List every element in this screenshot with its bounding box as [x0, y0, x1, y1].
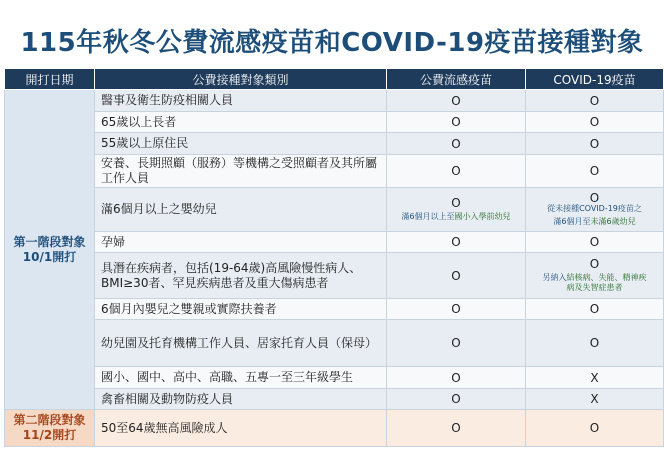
covid-note-b: 滿6個月至 [553, 217, 591, 226]
phase2-date: 11/2開打 [22, 428, 77, 442]
phase1-label: 第一階段對象 [13, 234, 86, 249]
flu-cell [387, 188, 526, 232]
covid-cell: O [526, 133, 664, 155]
category-line-b: BMI≥30者、罕見疾病患者及重大傷病患者 [101, 275, 329, 290]
table-row [5, 112, 664, 133]
category-cell: 6個月內嬰兒之雙親或實際扶養者 [95, 299, 387, 320]
covid-cell: O [526, 90, 664, 112]
page-title: 115年秋冬公費流感疫苗和COVID-19疫苗接種對象 [20, 28, 644, 58]
table-row [5, 155, 664, 188]
table-row [5, 320, 664, 367]
covid-cell [526, 188, 664, 232]
table-row [5, 90, 664, 112]
eligibility-table [4, 68, 664, 447]
category-line-a: 具潛在疾病者，包括(19-64歲)高風險慢性病人、 [101, 260, 362, 275]
category-cell: 醫事及衛生防疫相關人員 [95, 90, 387, 112]
flu-cell: O [387, 253, 526, 299]
category-cell: 國小、國中、高中、高職、五專一至三年級學生 [95, 367, 387, 389]
header-covid: COVID-19疫苗 [526, 69, 664, 90]
flu-cell: O [387, 155, 526, 188]
table-row [5, 232, 664, 253]
header-category: 公費接種對象類別 [95, 69, 387, 90]
category-cell [95, 253, 387, 299]
covid-cell: O [526, 232, 664, 253]
table-row [5, 367, 664, 389]
covid-note-b: 結核病、失能、精神疾 [566, 273, 647, 282]
flu-cell: O [387, 299, 526, 320]
category-cell: 安養、長期照顧（服務）等機構之受照顧者及其所屬工作人員 [95, 155, 387, 188]
covid-mark: O [589, 191, 600, 205]
table-row [5, 299, 664, 320]
covid-cell: X [526, 367, 664, 389]
category-cell: 禽畜相關及動物防疫人員 [95, 389, 387, 410]
phase2-cell [5, 410, 95, 447]
flu-cell: O [387, 112, 526, 133]
flu-cell: O [387, 389, 526, 410]
flu-cell: O [387, 320, 526, 367]
header-flu: 公費流感疫苗 [387, 69, 526, 90]
covid-note-c: 病及失智症患者 [566, 283, 623, 292]
header-date: 開打日期 [5, 69, 95, 90]
flu-mark: O [451, 196, 461, 210]
flu-note-b: 國小入學前幼兒 [454, 212, 511, 221]
table-row [5, 253, 664, 299]
category-cell: 孕婦 [95, 232, 387, 253]
covid-cell: O [526, 320, 664, 367]
category-cell: 65歲以上長者 [95, 112, 387, 133]
table-row [5, 410, 664, 447]
category-cell: 50至64歲無高風險成人 [95, 410, 387, 447]
flu-cell: O [387, 90, 526, 112]
flu-cell: O [387, 367, 526, 389]
table-row [5, 188, 664, 232]
flu-cell: O [387, 232, 526, 253]
category-cell: 幼兒園及托育機構工作人員、居家托育人員（保母） [95, 320, 387, 367]
covid-cell: O [526, 155, 664, 188]
flu-note-a: 滿6個月以上至 [401, 212, 455, 221]
phase1-cell [5, 90, 95, 410]
phase2-label: 第二階段對象 [13, 413, 86, 427]
covid-cell: X [526, 389, 664, 410]
covid-cell: O [526, 410, 664, 447]
covid-cell [526, 253, 664, 299]
table-row [5, 389, 664, 410]
phase1-date: 10/1開打 [22, 249, 77, 264]
covid-cell: O [526, 112, 664, 133]
category-cell: 55歲以上原住民 [95, 133, 387, 155]
covid-cell: O [526, 299, 664, 320]
category-cell: 滿6個月以上之嬰幼兒 [95, 188, 387, 232]
flu-cell: O [387, 410, 526, 447]
table-row [5, 133, 664, 155]
flu-cell: O [387, 133, 526, 155]
covid-note-a: 另納入 [542, 273, 567, 282]
covid-note-a: 從未接種COVID-19疫苗之 [547, 204, 642, 213]
covid-note-c: 未滿6歲幼兒 [590, 217, 636, 226]
table-header-row [5, 69, 664, 90]
covid-mark: O [589, 257, 600, 271]
